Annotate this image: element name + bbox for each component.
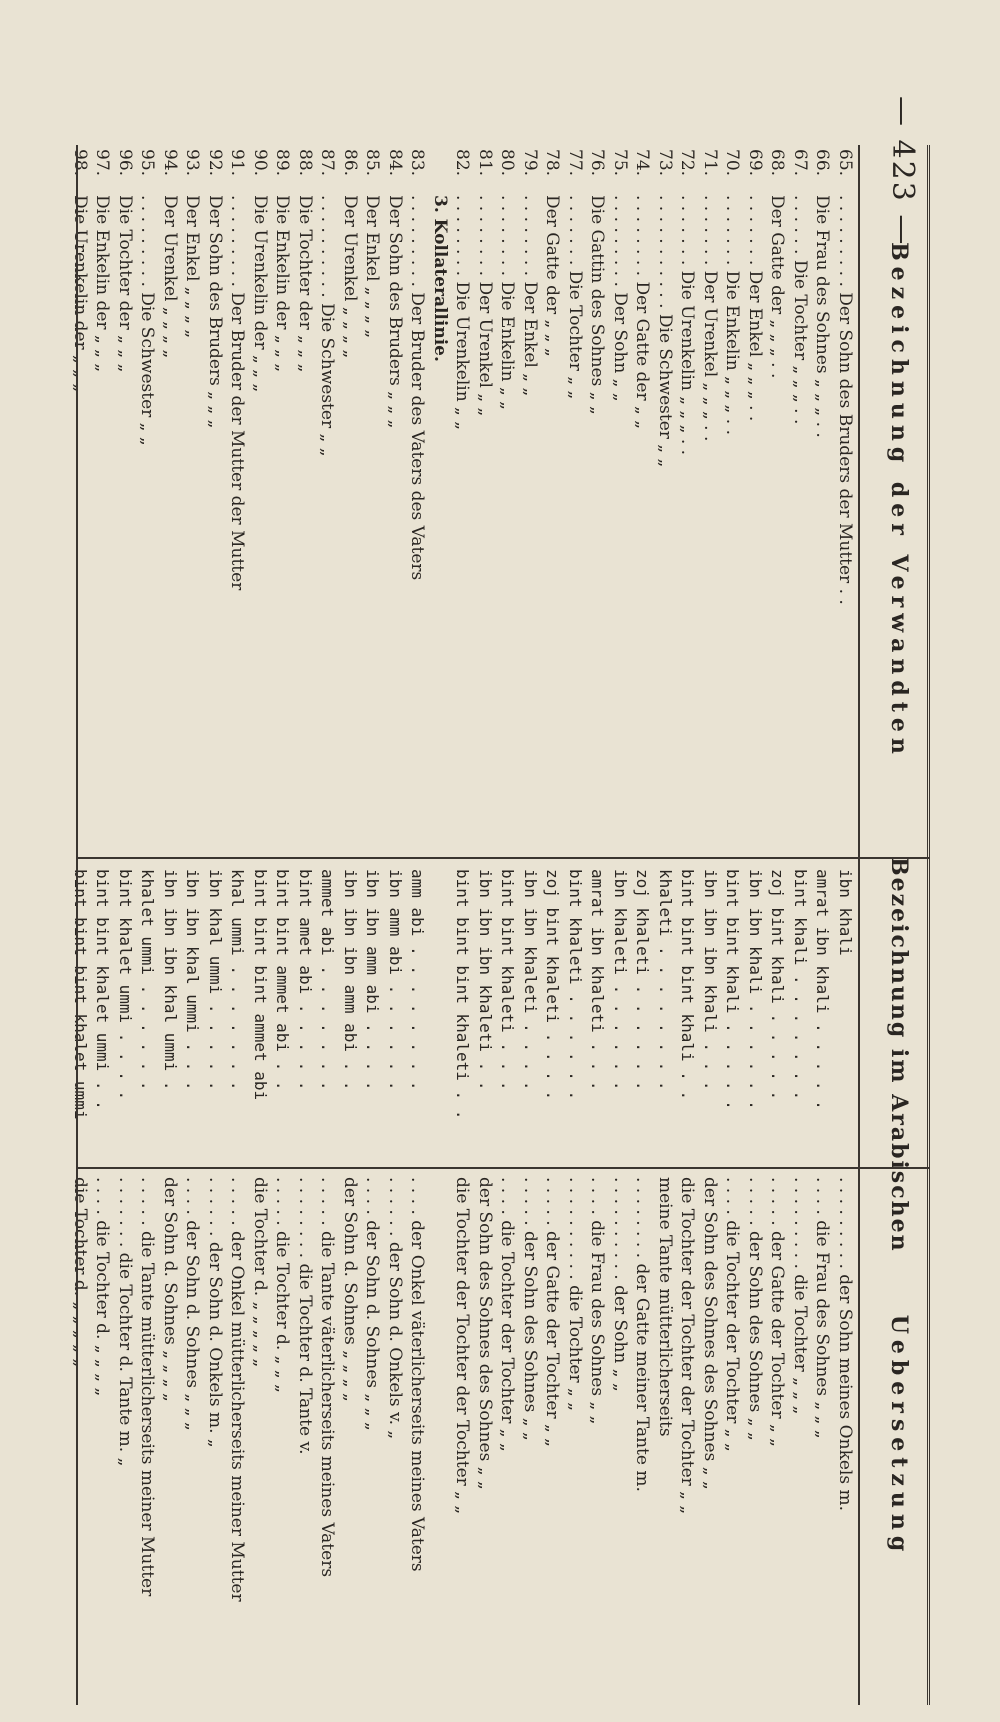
translation: . . . . . der Gatte der Tochter „ „: [542, 1177, 563, 1447]
relative-description: Der Gatte der „ „ „ . .: [767, 195, 788, 379]
arabic-term: ibn khali: [836, 869, 855, 956]
translation: . . . . . der Onkel mütterlicherseits meiner Mutter: [227, 1177, 248, 1602]
entry-number: 90.: [250, 149, 270, 177]
relative-description: Die Enkelin der „ „ „: [272, 195, 293, 373]
translation: . . . . die Frau des Sohnes „ „: [587, 1177, 608, 1425]
entry-number: 80.: [497, 149, 518, 177]
entry-number: 86.: [340, 149, 360, 177]
arabic-term: amrat ibn khaleti . . .: [588, 869, 608, 1091]
arabic-term: zoj khaleti . . . . . .: [633, 869, 653, 1091]
table-row: [384, 145, 407, 1705]
arabic-term: ibn ibn ibn khali . . .: [701, 869, 720, 1091]
translation: . . . . . . . die Tochter d. Tante m. „: [115, 1177, 135, 1467]
relative-description: Der Gatte der „ „ „: [542, 195, 563, 357]
translation: der Sohn des Sohnes des Sohnes „ „: [475, 1177, 495, 1490]
table-row: [474, 145, 497, 1705]
entry-number: 92.: [205, 149, 225, 177]
header-rule: [858, 145, 860, 1705]
relative-description: . . . . . . . Der Urenkel „ „ „ . .: [700, 195, 720, 442]
header-relatives: Bezeichnung der Verwandten: [886, 242, 912, 760]
entry-number: 98.: [70, 149, 90, 177]
table-row: [114, 145, 137, 1705]
relative-description: . . . . . . . . Die Urenkelin „ „: [452, 195, 473, 431]
translation: . . . . . die Tante väterlicherseits meines Vaters: [317, 1177, 338, 1578]
entry-number: 66.: [812, 149, 833, 177]
arabic-term: ibn khal ummi . . . . .: [206, 869, 225, 1091]
translation: . . . . . der Gatte der Tochter „ „: [767, 1177, 788, 1447]
entry-number: 78.: [542, 149, 563, 177]
entry-number: 83.: [407, 149, 428, 177]
entry-number: 88.: [295, 149, 315, 177]
arabic-term: ibn ibn ibn khal ummi .: [161, 869, 180, 1091]
table-row: [789, 145, 812, 1705]
translation: . . . . . . . . . die Tochter „ „ „: [790, 1177, 810, 1415]
relative-description: Die Gattin des Sohnes „ „: [587, 195, 608, 415]
translation: . . . . . . . . . . die Tochter „ „: [565, 1177, 585, 1412]
table-row: [744, 145, 767, 1705]
entry-number: 85.: [362, 149, 383, 177]
arabic-term: zoj bint khaleti . . . .: [543, 869, 563, 1101]
section-heading-row: [429, 145, 452, 1705]
translation: . . . . der Onkel väterlicherseits meines Vaters: [407, 1177, 428, 1572]
table-header: [860, 145, 930, 1705]
translation: . . . . . . . . . der Sohn meines Onkels m.: [835, 1177, 855, 1512]
translation: . . . . . der Sohn des Sohnes „ „: [520, 1177, 540, 1441]
table-row: [451, 145, 474, 1705]
relative-description: . . . . . . . . Der Enkel „ „: [520, 195, 540, 397]
entry-number: 91.: [227, 149, 248, 177]
entry-number: 96.: [115, 149, 135, 177]
entry-number: 72.: [677, 149, 698, 177]
relative-description: . . . . . . . . Der Urenkel „ „: [475, 195, 495, 417]
translation: . . . . . . . . die Tochter d. Tante v.: [295, 1177, 315, 1455]
entry-number: 73.: [655, 149, 675, 177]
section-title: 3. Kollaterallinie.: [430, 195, 450, 362]
arabic-term: ibn ibn amm abi . . . .: [363, 869, 383, 1091]
relative-description: . . . . . . . . Die Enkelin „ „: [497, 195, 518, 410]
translation: . . . . der Sohn d. Sohnes „ „ „: [182, 1177, 203, 1431]
arabic-term: ibn ibn khali . . . . . .: [746, 869, 765, 1110]
translation: meine Tante mütterlicherseits: [655, 1177, 675, 1437]
relative-description: . . . . . . Die Tochter „ „ „ . .: [790, 195, 810, 425]
table-row: [136, 145, 159, 1705]
table-row: [834, 145, 857, 1705]
entry-number: 71.: [700, 149, 720, 177]
arabic-term: bint khalet ummi . . . .: [116, 869, 135, 1101]
table-row: [564, 145, 587, 1705]
relative-description: . . . . . . . . . . . Die Schwester „ „: [655, 195, 675, 468]
relative-description: Die Frau des Sohnes „ „ „ . .: [812, 195, 833, 438]
entry-number: 89.: [272, 149, 293, 177]
entry-number: 93.: [182, 149, 203, 177]
table-row: [91, 145, 114, 1705]
arabic-term: bint bint bint khaleti . .: [453, 869, 473, 1120]
arabic-term: khal ummi . . . . . . .: [228, 869, 248, 1091]
translation: die Tochter d. „ „ „ „ „: [70, 1177, 90, 1368]
relative-description: . . . . . . . . . Die Schwester „ „: [137, 195, 158, 446]
relative-description: Die Urenkelin der „ „ „: [70, 195, 90, 393]
arabic-term: bint bint bint khali . .: [678, 869, 698, 1101]
table-row: [721, 145, 744, 1705]
table-row: [519, 145, 542, 1705]
arabic-term: bint bint bint khalet ummi: [71, 869, 90, 1120]
relative-description: . . . . . . . . . Der Bruder des Vaters des Vaters: [407, 195, 428, 581]
table-row: [69, 145, 92, 1705]
entry-number: 74.: [632, 149, 653, 177]
table-row: [766, 145, 789, 1705]
table-row: [496, 145, 519, 1705]
translation: der Sohn des Sohnes des Sohnes „ „: [700, 1177, 720, 1490]
header-arabic: Bezeichnung im Arabischen: [886, 857, 912, 1253]
relative-description: . . . . . . . . . Der Bruder der Mutter der Mutter: [227, 195, 248, 591]
table-row: [294, 145, 317, 1705]
translation: . . . . . die Tante mütterlicherseits meiner Mutter: [137, 1177, 158, 1597]
table-row: [316, 145, 339, 1705]
arabic-term: ibn ibn ibn amm abi . .: [341, 869, 360, 1091]
relative-description: Der Sohn des Bruders „ „ „: [205, 195, 225, 429]
relative-description: Der Enkel „ „ „ „: [182, 195, 203, 339]
arabic-term: bint khaleti . . . . . .: [566, 869, 585, 1101]
header-translation: Uebersetzung: [886, 1314, 912, 1558]
translation: der Sohn d. Sohnes „ „ „ „: [340, 1177, 360, 1402]
table-row: [271, 145, 294, 1705]
entry-number: 76.: [587, 149, 608, 177]
arabic-term: ibn ibn khal ummi . . .: [183, 869, 203, 1091]
translation: . . . . . . . . . . der Sohn „ „: [610, 1177, 630, 1392]
relative-description: . . . . . . . . . Der Sohn des Bruders der Mutter . .: [835, 195, 855, 605]
arabic-term: bint khali . . . . . . .: [791, 869, 810, 1101]
entry-number: 87.: [317, 149, 338, 177]
arabic-term: bint bint ammet abi . .: [273, 869, 293, 1091]
arabic-term: zoj bint khali . . . . .: [768, 869, 788, 1101]
arabic-term: khaleti . . . . . . . .: [656, 869, 675, 1091]
entry-number: 82.: [452, 149, 473, 177]
translation: die Tochter d. „ „ „ „ „: [250, 1177, 270, 1368]
translation: . . . . . die Tochter d. „ „ „: [272, 1177, 293, 1393]
relative-description: Der Enkel „ „ „ „: [362, 195, 383, 339]
table-row: [811, 145, 834, 1705]
kinship-table: [60, 145, 930, 1705]
translation: . . . . . . . . der Gatte meiner Tante m.: [632, 1177, 653, 1492]
relative-description: Die Tochter der „ „ „: [115, 195, 135, 373]
table-row: [699, 145, 722, 1705]
entry-number: 65.: [835, 149, 855, 177]
arabic-term: bint amet abi . . . . .: [296, 869, 315, 1091]
translation: der Sohn d. Sohnes „ „ „ „: [160, 1177, 180, 1402]
relative-description: . . . . . . . . Der Gatte der „ „: [632, 195, 653, 430]
table-row: [541, 145, 564, 1705]
arabic-term: ammet abi . . . . . . .: [318, 869, 338, 1091]
entry-number: 84.: [385, 149, 405, 177]
arabic-term: amrat ibn khali . . . . .: [813, 869, 833, 1110]
relative-description: Der Sohn des Bruders „ „ „: [385, 195, 405, 429]
entry-number: 69.: [745, 149, 765, 177]
relative-description: Die Tochter der „ „ „: [295, 195, 315, 373]
translation: . . . . . . der Sohn d. Onkels v. „: [385, 1177, 405, 1440]
table-bottom-rule: [76, 145, 78, 1705]
table-row: [339, 145, 362, 1705]
entry-number: 75.: [610, 149, 630, 177]
entry-number: 77.: [565, 149, 585, 177]
entry-number: 79.: [520, 149, 540, 177]
relative-description: . . . . . . . . . . Die Schwester „ „: [317, 195, 338, 457]
translation: . . . . . . der Sohn d. Onkels m. „: [205, 1177, 225, 1448]
table-row: [159, 145, 182, 1705]
relative-description: . . . . . . . Der Enkel „ „ „ . .: [745, 195, 765, 422]
translation: . . . . die Tochter der Tochter „ „: [497, 1177, 518, 1452]
relative-description: . . . . . . . Die Tochter „ „: [565, 195, 585, 400]
arabic-term: bint bint bint ammet abi: [251, 869, 270, 1101]
table-row: [631, 145, 654, 1705]
entry-number: 68.: [767, 149, 788, 177]
table-row: [204, 145, 227, 1705]
arabic-term: ibn khaleti . . . . . .: [611, 869, 630, 1091]
translation: die Tochter der Tochter der Tochter „ „: [452, 1177, 473, 1515]
translation: die Tochter der Tochter der Tochter „ „: [677, 1177, 698, 1515]
relative-description: Die Enkelin der „ „ „: [92, 195, 113, 373]
relative-description: . . . . . . . . . Der Sohn „ „: [610, 195, 630, 402]
arabic-term: khalet ummi . . . . . .: [138, 869, 158, 1091]
entry-number: 95.: [137, 149, 158, 177]
table-row: [676, 145, 699, 1705]
entry-number: 67.: [790, 149, 810, 177]
entry-number: 81.: [475, 149, 495, 177]
relative-description: Der Urenkel „ „ „ „: [160, 195, 180, 359]
table-row: [586, 145, 609, 1705]
table-row: [249, 145, 272, 1705]
relative-description: Der Urenkel „ „ „ „: [340, 195, 360, 359]
relative-description: Die Urenkelin der „ „ „: [250, 195, 270, 393]
translation: . . . . die Tochter d. „ „ „ „: [92, 1177, 113, 1397]
table-row: [361, 145, 384, 1705]
arabic-term: ibn amm abi . . . . . .: [386, 869, 405, 1091]
relative-description: . . . . . . . Die Urenkelin „ „ „ . .: [677, 195, 698, 456]
table-row: [654, 145, 677, 1705]
entry-number: 70.: [722, 149, 743, 177]
table-row: [609, 145, 632, 1705]
entry-number: 97.: [92, 149, 113, 177]
translation: . . . . die Frau des Sohnes „ „ „: [812, 1177, 833, 1439]
arabic-term: bint bint khalet ummi . .: [93, 869, 113, 1110]
page-number: — 423 —: [885, 96, 920, 247]
table-body: [69, 145, 857, 1705]
table-row: [226, 145, 249, 1705]
relative-description: . . . . . . . Die Enkelin „ „ „ . .: [722, 195, 743, 435]
arabic-term: bint bint khali . . . . .: [723, 869, 743, 1110]
table-row: [406, 145, 429, 1705]
translation: . . . . der Sohn d. Sohnes „ „ „: [362, 1177, 383, 1431]
arabic-term: bint bint khaleti . . .: [498, 869, 518, 1091]
translation: . . . . . der Sohn des Sohnes „ „: [745, 1177, 765, 1441]
arabic-term: ibn ibn ibn khaleti . .: [476, 869, 495, 1091]
translation: . . . . die Tochter der Tochter „ „: [722, 1177, 743, 1452]
table-row: [181, 145, 204, 1705]
arabic-term: ibn ibn khaleti . . . .: [521, 869, 540, 1091]
arabic-term: amm abi . . . . . . . .: [408, 869, 428, 1091]
entry-number: 94.: [160, 149, 180, 177]
